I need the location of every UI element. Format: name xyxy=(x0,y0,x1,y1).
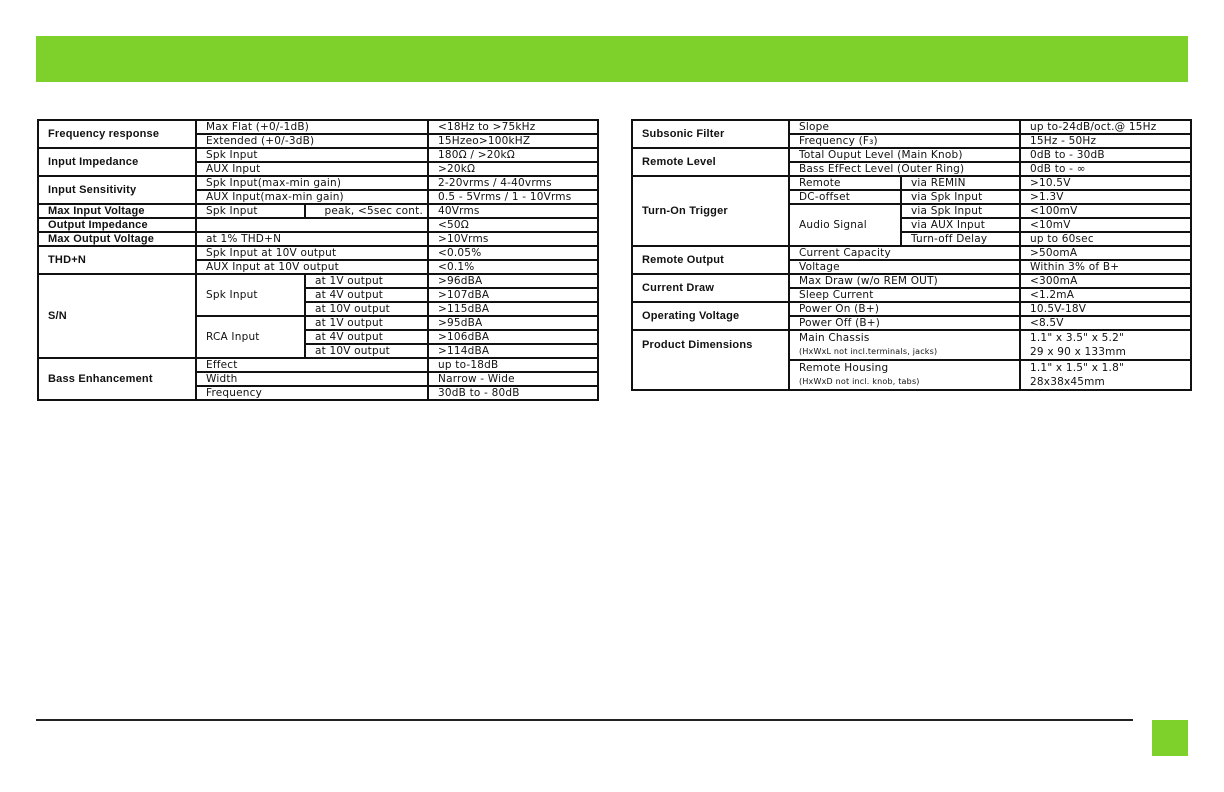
table-row xyxy=(38,176,598,190)
spec-value: 15Hz - 50Hz xyxy=(1020,134,1191,148)
page-number-box xyxy=(1152,720,1188,756)
table-row xyxy=(632,274,1191,288)
spec-value xyxy=(1020,360,1191,390)
row-label: Max Output Voltage xyxy=(38,232,196,246)
row-label: Max Input Voltage xyxy=(38,204,196,218)
dims-housing-mm: 28x38x45mm xyxy=(1030,376,1105,388)
spec-value: >20kΩ xyxy=(428,162,598,176)
sub-condition: via AUX Input xyxy=(901,218,1020,232)
row-label: Product Dimensions xyxy=(632,330,789,390)
sub-label: Effect xyxy=(196,358,428,372)
sub-label: Slope xyxy=(789,120,1020,134)
table-row xyxy=(632,148,1191,162)
spec-value: 0dB to - 30dB xyxy=(1020,148,1191,162)
header-banner xyxy=(36,36,1188,82)
spec-value xyxy=(1020,330,1191,360)
sub-label: Audio Signal xyxy=(789,204,901,246)
sub-label: Frequency xyxy=(196,386,428,400)
dims-chassis-inch: 1.1" x 3.5" x 5.2" xyxy=(1030,332,1124,344)
sub-label: Max Draw (w/o REM OUT) xyxy=(789,274,1020,288)
sub-condition: at 10V output xyxy=(305,302,428,316)
table-row xyxy=(38,246,598,260)
spec-value: 0.5 - 5Vrms / 1 - 10Vrms xyxy=(428,190,598,204)
sub-label: Sleep Current xyxy=(789,288,1020,302)
sub-label: RCA Input xyxy=(196,316,305,358)
sub-condition: via Spk Input xyxy=(901,204,1020,218)
table-row xyxy=(38,232,598,246)
row-label: S/N xyxy=(38,274,196,358)
table-row xyxy=(38,204,598,218)
row-label: Input Impedance xyxy=(38,148,196,176)
spec-value: 0dB to - ∞ xyxy=(1020,162,1191,176)
table-row xyxy=(38,218,598,232)
sub-label: Frequency (F₃) xyxy=(789,134,1020,148)
table-row xyxy=(632,302,1191,316)
spec-value: 40Vrms xyxy=(428,204,598,218)
row-label: Remote Level xyxy=(632,148,789,176)
dims-chassis-note: (HxWxL not incl.terminals, jacks) xyxy=(799,347,938,356)
row-label: Frequency response xyxy=(38,120,196,148)
row-label: Operating Voltage xyxy=(632,302,789,330)
spec-value: >107dBA xyxy=(428,288,598,302)
table-row xyxy=(38,120,598,134)
spec-value: <1.2mA xyxy=(1020,288,1191,302)
sub-condition: at 1V output xyxy=(305,316,428,330)
dims-housing-label: Remote Housing xyxy=(799,362,889,374)
spec-value: 30dB to - 80dB xyxy=(428,386,598,400)
spec-value: 180Ω / >20kΩ xyxy=(428,148,598,162)
sub-label: Extended (+0/-3dB) xyxy=(196,134,428,148)
spec-value: up to-18dB xyxy=(428,358,598,372)
sub-label: Power Off (B+) xyxy=(789,316,1020,330)
spec-value: >115dBA xyxy=(428,302,598,316)
spec-value: >96dBA xyxy=(428,274,598,288)
spec-value: >10Vrms xyxy=(428,232,598,246)
spec-value: 2-20vrms / 4-40vrms xyxy=(428,176,598,190)
specs-table-left xyxy=(37,119,599,401)
sub-label: Spk Input at 10V output xyxy=(196,246,428,260)
sub-condition: at 4V output xyxy=(305,288,428,302)
table-row xyxy=(38,274,598,288)
spec-value: >95dBA xyxy=(428,316,598,330)
spec-value: 10.5V-18V xyxy=(1020,302,1191,316)
spec-value: >10.5V xyxy=(1020,176,1191,190)
spec-value: >50omA xyxy=(1020,246,1191,260)
sub-label: AUX Input xyxy=(196,162,428,176)
spec-value: <8.5V xyxy=(1020,316,1191,330)
sub-label: Total Ouput Level (Main Knob) xyxy=(789,148,1020,162)
row-label: Current Draw xyxy=(632,274,789,302)
sub-label: Spk Input(max-min gain) xyxy=(196,176,428,190)
dims-chassis-mm: 29 x 90 x 133mm xyxy=(1030,346,1127,358)
sub-condition: at 10V output xyxy=(305,344,428,358)
dims-chassis-label: Main Chassis xyxy=(799,332,870,344)
row-label: Bass Enhancement xyxy=(38,358,196,400)
spec-value: <10mV xyxy=(1020,218,1191,232)
sub-label: Spk Input xyxy=(196,274,305,316)
sub-label: Current Capacity xyxy=(789,246,1020,260)
row-label: Subsonic Filter xyxy=(632,120,789,148)
sub-label: Max Flat (+0/-1dB) xyxy=(196,120,428,134)
row-label: THD+N xyxy=(38,246,196,274)
footer-divider xyxy=(36,719,1133,721)
sub-label: Spk Input xyxy=(196,204,305,218)
spec-value: up to-24dB/oct.@ 15Hz xyxy=(1020,120,1191,134)
sub-label: Voltage xyxy=(789,260,1020,274)
sub-label: AUX Input(max-min gain) xyxy=(196,190,428,204)
table-row xyxy=(38,358,598,372)
sub-label: Bass EfFect Level (Outer Ring) xyxy=(789,162,1020,176)
row-label: Output Impedance xyxy=(38,218,196,232)
dims-housing-note: (HxWxD not incl. knob, tabs) xyxy=(799,377,920,386)
sub-label: at 1% THD+N xyxy=(196,232,428,246)
sub-condition: peak, <5sec cont. xyxy=(305,204,428,218)
dims-housing-inch: 1.1" x 1.5" x 1.8" xyxy=(1030,362,1124,374)
row-label: Remote Output xyxy=(632,246,789,274)
sub-label: Power On (B+) xyxy=(789,302,1020,316)
row-label: Turn-On Trigger xyxy=(632,176,789,246)
sub-condition: via REMIN xyxy=(901,176,1020,190)
spec-value: <0.05% xyxy=(428,246,598,260)
table-row xyxy=(632,330,1191,360)
sub-condition: at 4V output xyxy=(305,330,428,344)
sub-condition: Turn-off Delay xyxy=(901,232,1020,246)
table-row xyxy=(632,176,1191,190)
sub-label xyxy=(789,360,1020,390)
specs-table-right xyxy=(631,119,1192,391)
spec-value: <18Hz to >75kHz xyxy=(428,120,598,134)
spec-value: 15Hzeo>100kHZ xyxy=(428,134,598,148)
sub-condition: at 1V output xyxy=(305,274,428,288)
sub-label: Width xyxy=(196,372,428,386)
spec-value: <300mA xyxy=(1020,274,1191,288)
sub-condition: via Spk Input xyxy=(901,190,1020,204)
table-row xyxy=(38,148,598,162)
spec-value: <100mV xyxy=(1020,204,1191,218)
sub-label: DC-offset xyxy=(789,190,901,204)
table-row xyxy=(632,246,1191,260)
spec-value: Within 3% of B+ xyxy=(1020,260,1191,274)
sub-label xyxy=(789,330,1020,360)
spec-value: <50Ω xyxy=(428,218,598,232)
sub-label xyxy=(196,218,428,232)
spec-value: Narrow - Wide xyxy=(428,372,598,386)
sub-label: Spk Input xyxy=(196,148,428,162)
row-label: Input Sensitivity xyxy=(38,176,196,204)
sub-label: AUX Input at 10V output xyxy=(196,260,428,274)
spec-value: >106dBA xyxy=(428,330,598,344)
table-row xyxy=(632,120,1191,134)
spec-value: <0.1% xyxy=(428,260,598,274)
sub-label: Remote xyxy=(789,176,901,190)
spec-value: >114dBA xyxy=(428,344,598,358)
spec-value: >1.3V xyxy=(1020,190,1191,204)
spec-value: up to 60sec xyxy=(1020,232,1191,246)
